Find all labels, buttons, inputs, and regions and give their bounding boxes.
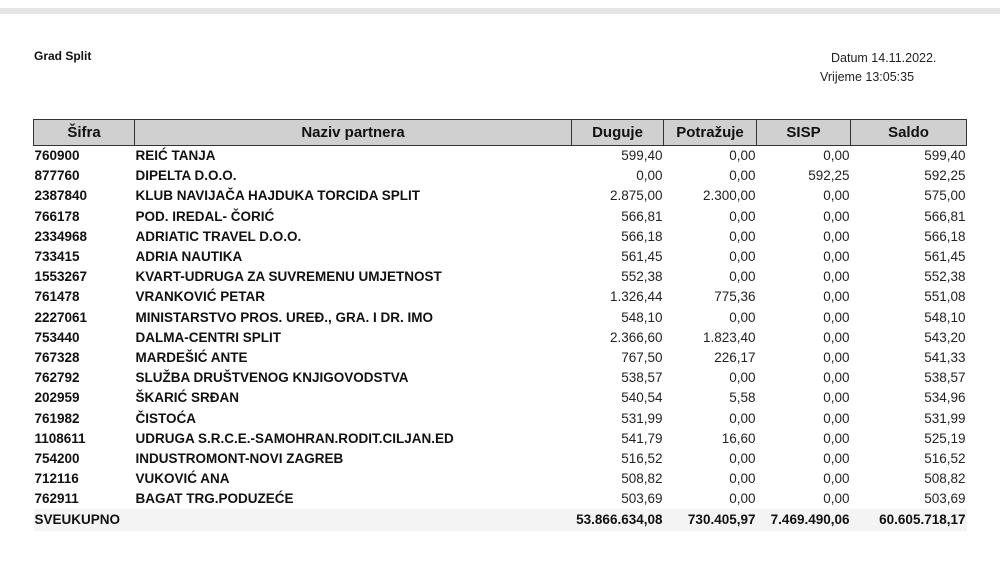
duguje-value: 0,00 xyxy=(636,168,663,184)
duguje-value: 548,10 xyxy=(621,309,663,325)
column-header-sifra: Šifra xyxy=(34,120,135,146)
total-row xyxy=(34,509,967,531)
potrazuje-value: 0,00 xyxy=(729,249,756,265)
total-duguje: 53.866.634,08 xyxy=(572,509,664,531)
sisp-value: 0,00 xyxy=(823,349,850,365)
partner-code: 761478 xyxy=(34,289,80,305)
sisp-value: 0,00 xyxy=(823,491,850,507)
report-time: Vrijeme 13:05:35 xyxy=(820,70,915,84)
sisp-value: 0,00 xyxy=(823,249,850,265)
table-row xyxy=(34,226,967,246)
duguje-value: 541,79 xyxy=(621,430,663,446)
potrazuje-value: 226,17 xyxy=(714,349,756,365)
saldo-value: 599,40 xyxy=(924,148,966,164)
table-row xyxy=(34,267,967,287)
potrazuje-value: 0,00 xyxy=(729,269,756,285)
duguje-value: 552,38 xyxy=(621,269,663,285)
potrazuje-value: 0,00 xyxy=(729,450,756,466)
partner-name: DALMA-CENTRI SPLIT xyxy=(135,329,281,345)
partner-code: 2227061 xyxy=(34,309,88,325)
partner-name: ADRIA NAUTIKA xyxy=(135,249,243,265)
table-row xyxy=(34,489,967,509)
partner-name: KVART-UDRUGA ZA SUVREMENU UMJETNOST xyxy=(135,269,442,285)
potrazuje-value: 0,00 xyxy=(729,148,756,164)
table-row xyxy=(34,186,967,206)
table-row xyxy=(34,408,967,428)
saldo-value: 561,45 xyxy=(924,249,966,265)
potrazuje-value: 0,00 xyxy=(729,309,756,325)
sisp-value: 0,00 xyxy=(823,390,850,406)
partner-name: BAGAT TRG.PODUZEĆE xyxy=(135,491,294,507)
column-header-sisp: SISP xyxy=(757,120,851,146)
duguje-value: 561,45 xyxy=(621,249,663,265)
partner-code: 761982 xyxy=(34,410,80,426)
column-header-saldo: Saldo xyxy=(851,120,967,146)
saldo-value: 543,20 xyxy=(924,329,966,345)
table-row xyxy=(34,327,967,347)
saldo-value: 534,96 xyxy=(924,390,966,406)
partner-code: 760900 xyxy=(34,148,80,164)
total-saldo: 60.605.718,17 xyxy=(851,509,967,531)
duguje-value: 599,40 xyxy=(621,148,663,164)
saldo-value: 552,38 xyxy=(924,269,966,285)
partner-name: ČISTOĆA xyxy=(135,410,197,426)
partner-name: VUKOVIĆ ANA xyxy=(135,471,230,487)
sisp-value: 0,00 xyxy=(823,430,850,446)
duguje-value: 516,52 xyxy=(621,450,663,466)
duguje-value: 767,50 xyxy=(621,349,663,365)
sisp-value: 0,00 xyxy=(823,188,850,204)
sisp-value: 0,00 xyxy=(823,370,850,386)
partner-name: ŠKARIĆ SRĐAN xyxy=(135,390,240,406)
saldo-value: 538,57 xyxy=(924,370,966,386)
partner-name: MINISTARSTVO PROS. UREĐ., GRA. I DR. IMO xyxy=(135,309,434,325)
column-header-potrazuje: Potražuje xyxy=(664,120,757,146)
partner-name: DIPELTA D.O.O. xyxy=(135,168,237,184)
table-row xyxy=(34,448,967,468)
sisp-value: 0,00 xyxy=(823,208,850,224)
partner-code: 712116 xyxy=(34,471,79,487)
top-bar xyxy=(0,0,1000,14)
saldo-value: 551,08 xyxy=(924,289,966,305)
duguje-value: 531,99 xyxy=(621,410,663,426)
potrazuje-value: 0,00 xyxy=(729,410,756,426)
sisp-value: 0,00 xyxy=(823,289,850,305)
duguje-value: 566,18 xyxy=(621,228,663,244)
saldo-value: 503,69 xyxy=(924,491,966,507)
sisp-value: 0,00 xyxy=(823,471,850,487)
saldo-value: 525,19 xyxy=(924,430,966,446)
partner-name: ADRIATIC TRAVEL D.O.O. xyxy=(135,228,302,244)
table-row xyxy=(34,246,967,266)
table-row xyxy=(34,206,967,226)
duguje-value: 566,81 xyxy=(621,208,663,224)
saldo-value: 566,18 xyxy=(924,228,966,244)
partner-code: 753440 xyxy=(34,329,80,345)
partner-code: 202959 xyxy=(34,390,80,406)
duguje-value: 503,69 xyxy=(621,491,663,507)
partner-code: 762911 xyxy=(34,491,79,507)
total-potrazuje: 730.405,97 xyxy=(664,509,757,531)
partner-name: POD. IREDAL- ČORIĆ xyxy=(135,208,275,224)
potrazuje-value: 1.823,40 xyxy=(702,329,756,345)
potrazuje-value: 0,00 xyxy=(729,491,756,507)
partner-name: UDRUGA S.R.C.E.-SAMOHRAN.RODIT.CILJAN.ED xyxy=(135,430,454,446)
potrazuje-value: 5,58 xyxy=(729,390,756,406)
table-row xyxy=(34,146,967,166)
duguje-value: 2.366,60 xyxy=(609,329,663,345)
potrazuje-value: 2.300,00 xyxy=(702,188,756,204)
sisp-value: 592,25 xyxy=(808,168,850,184)
saldo-value: 566,81 xyxy=(924,208,966,224)
partner-name: VRANKOVIĆ PETAR xyxy=(135,289,266,305)
partner-code: 733415 xyxy=(34,249,80,265)
table-row xyxy=(34,469,967,489)
sisp-value: 0,00 xyxy=(823,148,850,164)
table-row xyxy=(34,368,967,388)
sisp-value: 0,00 xyxy=(823,450,850,466)
potrazuje-value: 0,00 xyxy=(729,228,756,244)
duguje-value: 538,57 xyxy=(621,370,663,386)
table-row xyxy=(34,428,967,448)
column-header-duguje: Duguje xyxy=(572,120,664,146)
table-row xyxy=(34,307,967,327)
potrazuje-value: 0,00 xyxy=(729,168,756,184)
saldo-value: 592,25 xyxy=(924,168,966,184)
saldo-value: 508,82 xyxy=(924,471,966,487)
report-meta xyxy=(820,49,950,87)
saldo-value: 516,52 xyxy=(924,450,966,466)
column-header-naziv: Naziv partnera xyxy=(135,120,572,146)
partner-name: INDUSTROMONT-NOVI ZAGREB xyxy=(135,450,344,466)
total-sisp: 7.469.490,06 xyxy=(757,509,851,531)
sisp-value: 0,00 xyxy=(823,309,850,325)
total-label: SVEUKUPNO xyxy=(34,509,572,531)
saldo-value: 548,10 xyxy=(924,309,966,325)
duguje-value: 2.875,00 xyxy=(609,188,663,204)
table-row xyxy=(34,287,967,307)
sisp-value: 0,00 xyxy=(823,410,850,426)
table-row xyxy=(34,166,967,186)
potrazuje-value: 775,36 xyxy=(714,289,756,305)
partner-code: 1553267 xyxy=(34,269,88,285)
potrazuje-value: 0,00 xyxy=(729,208,756,224)
potrazuje-value: 0,00 xyxy=(729,370,756,386)
sisp-value: 0,00 xyxy=(823,269,850,285)
sisp-value: 0,00 xyxy=(823,329,850,345)
partner-code: 877760 xyxy=(34,168,80,184)
report-date: Datum 14.11.2022. xyxy=(831,51,937,65)
duguje-value: 508,82 xyxy=(621,471,663,487)
potrazuje-value: 0,00 xyxy=(729,471,756,487)
partner-code: 2334968 xyxy=(34,228,88,244)
partner-code: 754200 xyxy=(34,450,80,466)
partner-code: 2387840 xyxy=(34,188,88,204)
partner-code: 766178 xyxy=(34,208,80,224)
sisp-value: 0,00 xyxy=(823,228,850,244)
saldo-value: 531,99 xyxy=(924,410,966,426)
table-row xyxy=(34,347,967,367)
partner-name: KLUB NAVIJAČA HAJDUKA TORCIDA SPLIT xyxy=(135,188,421,204)
partner-name: SLUŽBA DRUŠTVENOG KNJIGOVODSTVA xyxy=(135,370,409,386)
saldo-value: 575,00 xyxy=(924,188,966,204)
partner-name: MARDEŠIĆ ANTE xyxy=(135,349,248,365)
partner-code: 767328 xyxy=(34,349,80,365)
table-row xyxy=(34,388,967,408)
partner-code: 1108611 xyxy=(34,430,86,446)
potrazuje-value: 16,60 xyxy=(721,430,756,446)
duguje-value: 1.326,44 xyxy=(609,289,663,305)
partner-code: 762792 xyxy=(34,370,80,386)
organization-name: Grad Split xyxy=(34,49,92,63)
duguje-value: 540,54 xyxy=(621,390,663,406)
partner-balance-table xyxy=(33,119,967,531)
table-header-row xyxy=(34,120,967,146)
partner-name: REIĆ TANJA xyxy=(135,148,216,164)
saldo-value: 541,33 xyxy=(924,349,966,365)
